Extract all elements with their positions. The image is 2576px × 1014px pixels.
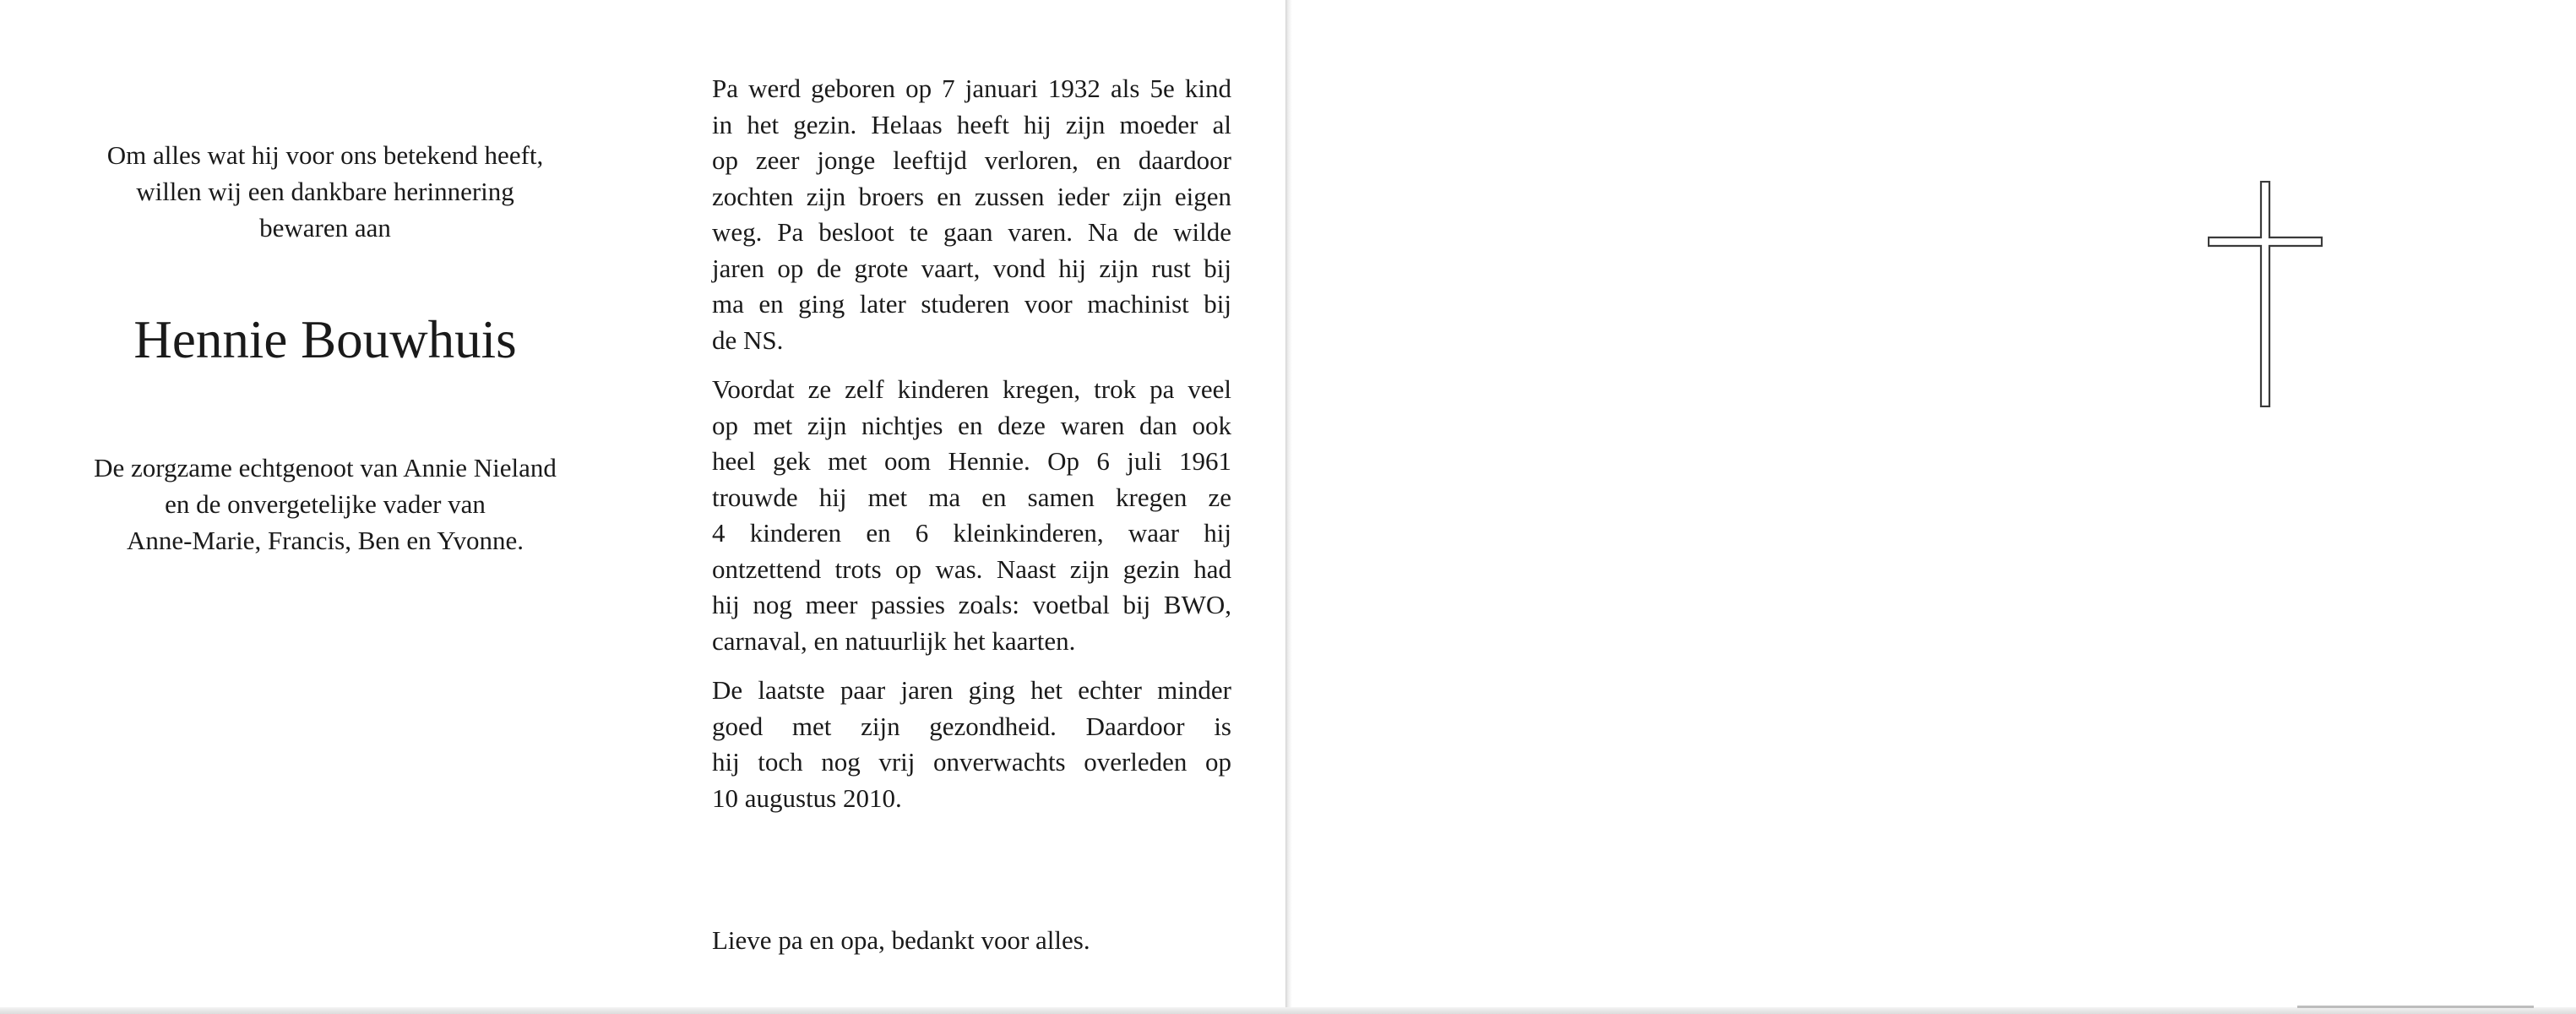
card-fold: [1285, 0, 1292, 1014]
biography-line: De laatste paar jaren ging het echter minder: [712, 675, 1231, 705]
biography-line: ontzettend trots op was. Naast zijn gezin had: [712, 553, 1231, 584]
biography-line: 4 kinderen en 6 kleinkinderen, waar hij: [712, 518, 1231, 548]
biography-line: heel gek met oom Hennie. Op 6 juli 1961: [712, 446, 1231, 476]
biography-text: [712, 71, 1231, 830]
relation-line: De zorgzame echtgenoot van Annie Nieland: [94, 453, 557, 482]
biography-line: jaren op de grote vaart, vond hij zijn rust bij: [712, 253, 1231, 283]
dedication-text: [51, 137, 600, 246]
cross-icon: [2208, 181, 2323, 407]
closing-line: Lieve pa en opa, bedankt voor alles.: [712, 925, 1090, 955]
biography-line: op met zijn nichtjes en deze waren dan ook: [712, 410, 1231, 440]
biography-line: trouwde hij met ma en samen kregen ze: [712, 482, 1231, 512]
biography-line: carnaval, en natuurlijk het kaarten.: [712, 625, 1076, 656]
biography-paragraph: [712, 71, 1231, 358]
dedication-line: willen wij een dankbare herinnering: [136, 177, 514, 206]
biography-line: hij toch nog vrij onverwachts overleden op: [712, 747, 1231, 777]
card-edge-shadow: [2297, 1006, 2534, 1008]
dedication-line: Om alles wat hij voor ons betekend heeft,: [106, 140, 544, 170]
relation-line: Anne-Marie, Francis, Ben en Yvonne.: [126, 526, 524, 555]
family-relations-text: [51, 450, 600, 559]
biography-line: 10 augustus 2010.: [712, 782, 902, 813]
relation-line: en de onvergetelijke vader van: [165, 489, 486, 519]
biography-paragraph: [712, 372, 1231, 659]
biography-line: zochten zijn broers en zussen ieder zijn eigen: [712, 181, 1231, 211]
biography-line: weg. Pa besloot te gaan varen. Na de wilde: [712, 217, 1231, 247]
biography-line: op zeer jonge leeftijd verloren, en daardoor: [712, 145, 1231, 175]
biography-line: Voordat ze zelf kinderen kregen, trok pa veel: [712, 374, 1231, 404]
dedication-line: bewaren aan: [259, 213, 391, 243]
deceased-name: Hennie Bouwhuis: [133, 310, 517, 369]
biography-line: Pa werd geboren op 7 januari 1932 als 5e kind: [712, 74, 1231, 103]
biography-line: goed met zijn gezondheid. Daardoor is: [712, 711, 1231, 741]
biography-line: ma en ging later studeren voor machinist bij: [712, 289, 1231, 319]
card-bottom-edge: [0, 1007, 2576, 1014]
inner-spread: [0, 0, 1285, 1011]
outer-cover: [1292, 0, 2576, 1014]
biography-line: hij nog meer passies zoals: voetbal bij BWO,: [712, 590, 1231, 619]
biography-paragraph: [712, 673, 1231, 816]
biography-line: de NS.: [712, 324, 784, 355]
biography-line: in het gezin. Helaas heeft hij zijn moeder al: [712, 109, 1231, 139]
